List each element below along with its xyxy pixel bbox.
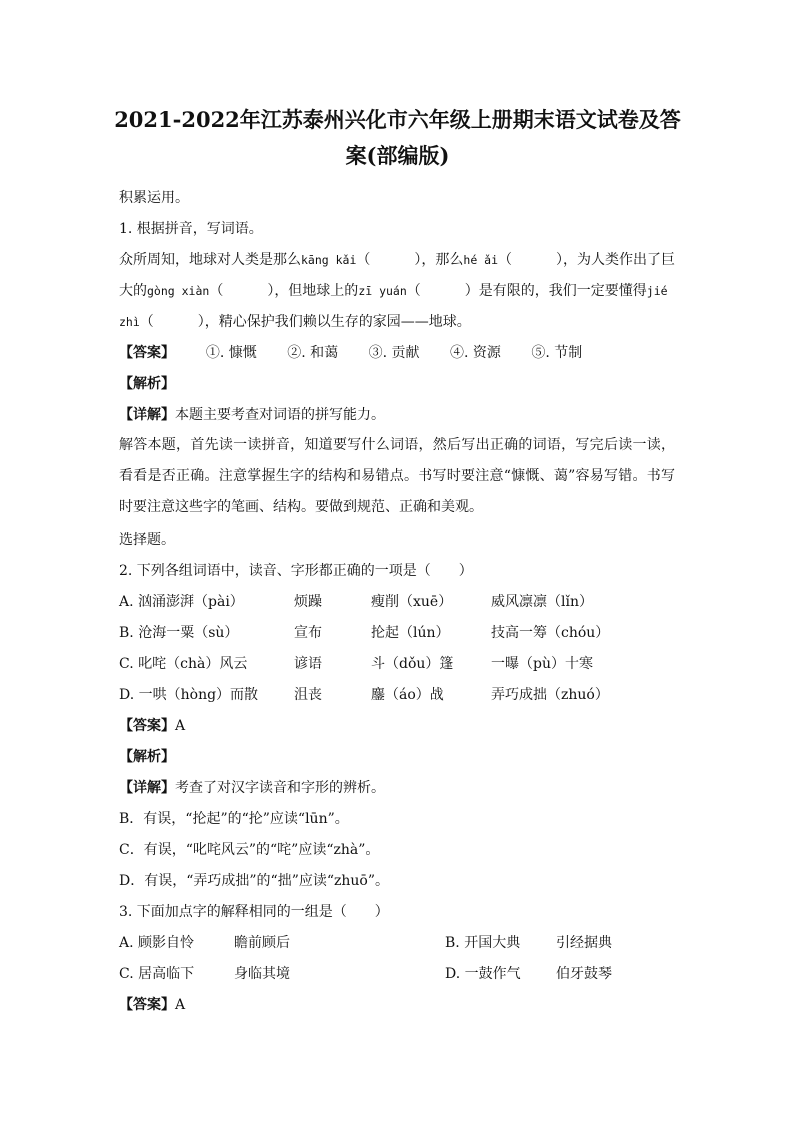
answer-label: 【答案】 — [119, 345, 175, 361]
pinyin: jié — [646, 284, 668, 298]
question-1-answer — [119, 343, 608, 363]
analysis-note: B．有误，“抡起”的“抡”应读“lūn”。 — [119, 811, 349, 827]
page-title — [110, 102, 685, 174]
detail-label: 【详解】 — [119, 780, 175, 796]
analysis-label: 【解析】 — [119, 749, 175, 765]
pinyin: gòng xiàn — [147, 284, 210, 298]
pinyin: zhì — [119, 315, 140, 329]
analysis-note: D．有误，“弄巧成拙”的“拙”应读“zhuō”。 — [119, 873, 390, 889]
question-1-text-line: 众所周知，地球对人类是那么kāng kǎi（ ），那么hé ǎi（ ），为人类作出了巨 — [119, 252, 676, 268]
pinyin: hé ǎi — [463, 253, 499, 267]
document-page: 2021-2022年江苏泰州兴化市六年级上册期末语文试卷及答 案(部编版) 积累运用。 1. 根据拼音，写词语。 众所周知，地球对人类是那么kāng kǎi（ ），那么hé ǎi（ ），为人类作出了巨 大的gòng xiàn（ ），但地球上的zī yuán（ ）是有限的，我们一定要懂得jié zhì（ ），精心保护我们赖以生存的家园——地球。 【答案】 ①. 慷慨 ②. 和蔼 ③. 贡献 ④. 资源 ⑤. 节制 【解析】 【详解】本题主要考查对词语的拼写能力。 解答本题，首先读一读拼音，知道要写什么词语，然后写出正确的词语，写完后读一读，看看是否正确。注意掌握生字的结构和易错点。书写时要注意“慷慨、蔼”容易写错。书写时要注意这些字的笔画、结构。要做到规范、正确和美观。 选择题。 2. 下列各组词语中，读音、字形都正确的一项是（ ） A. 汹涌澎湃（pài） 烦躁 瘦削（xuē） 威风凛凛（lǐn） B. 沧海一粟（sù） 宣布 抡起（lún） 技高一筹（chóu） C. 叱咤（chà）风云 谚语 斗（dǒu）篷 一曝（pù）十寒 D. 一哄（hòng）而散 沮丧 鏖（áo）战 弄巧成拙（zhuó） 【答案】A 【解析】 【详解】考查了对汉字读音和字形的辨析。 B．有误，“抡起”的“抡”应读“lūn”。 C．有误，“叱咤风云”的“咤”应读“zhà”。 D．有误，“弄巧成拙”的“拙”应读“zhuō”。 3. 下面加点字的解释相同的一组是（ ） A. 顾影自怜 瞻前顾后 B. 开国大典 引经据典 C. 居高临下 身临其境 D. 一鼓作气 伯牙鼓琴 【答案】A — [0, 0, 794, 1123]
title-line-2: 案(部编版) — [345, 143, 450, 168]
answer-item: ④. 资源 — [449, 345, 501, 361]
question-2-stem: 2. 下列各组词语中，读音、字形都正确的一项是（ ） — [119, 563, 473, 579]
question-3-answer — [119, 995, 185, 1015]
question-1-text-line: 大的gòng xiàn（ ），但地球上的zī yuán（ ）是有限的，我们一定要懂得jié — [119, 283, 668, 299]
question-3-stem: 3. 下面加点字的解释相同的一组是（ ） — [119, 904, 389, 920]
answer-item: ②. 和蔼 — [287, 345, 339, 361]
answer-value: A — [175, 718, 186, 734]
question-1-stem: 1. 根据拼音，写词语。 — [119, 221, 263, 237]
question-1-text-line: zhì（ ），精心保护我们赖以生存的家园——地球。 — [119, 314, 471, 330]
detail-line — [119, 778, 385, 798]
question-2-answer — [119, 716, 185, 736]
answer-label: 【答案】 — [119, 718, 175, 734]
analysis-label: 【解析】 — [119, 376, 175, 392]
answer-item: ③. 贡献 — [368, 345, 420, 361]
detail-text: 考查了对汉字读音和字形的辨析。 — [175, 780, 385, 796]
title-line-1: 2021-2022年江苏泰州兴化市六年级上册期末语文试卷及答 — [114, 107, 681, 132]
answer-item: ①. 慷慨 — [205, 345, 257, 361]
detail-label: 【详解】 — [119, 407, 175, 423]
answer-value: A — [175, 997, 186, 1013]
analysis-note: C．有误，“叱咤风云”的“咤”应读“zhà”。 — [119, 842, 380, 858]
pinyin: kāng kǎi — [301, 253, 357, 267]
answer-label: 【答案】 — [119, 997, 175, 1013]
pinyin: zī yuán — [358, 284, 407, 298]
section-heading: 选择题。 — [119, 532, 175, 548]
detail-line — [119, 405, 385, 425]
answer-item: ⑤. 节制 — [531, 345, 583, 361]
section-heading: 积累运用。 — [119, 190, 189, 206]
detail-text: 本题主要考查对词语的拼写能力。 — [175, 407, 385, 423]
detail-paragraph: 解答本题，首先读一读拼音，知道要写什么词语，然后写出正确的词语，写完后读一读，看看是否正确。注意掌握生字的结构和易错点。书写时要注意“慷慨、蔼”容易写错。书写时要注意这些字的笔画、结构。要做到规范、正确和美观。 — [119, 437, 675, 515]
